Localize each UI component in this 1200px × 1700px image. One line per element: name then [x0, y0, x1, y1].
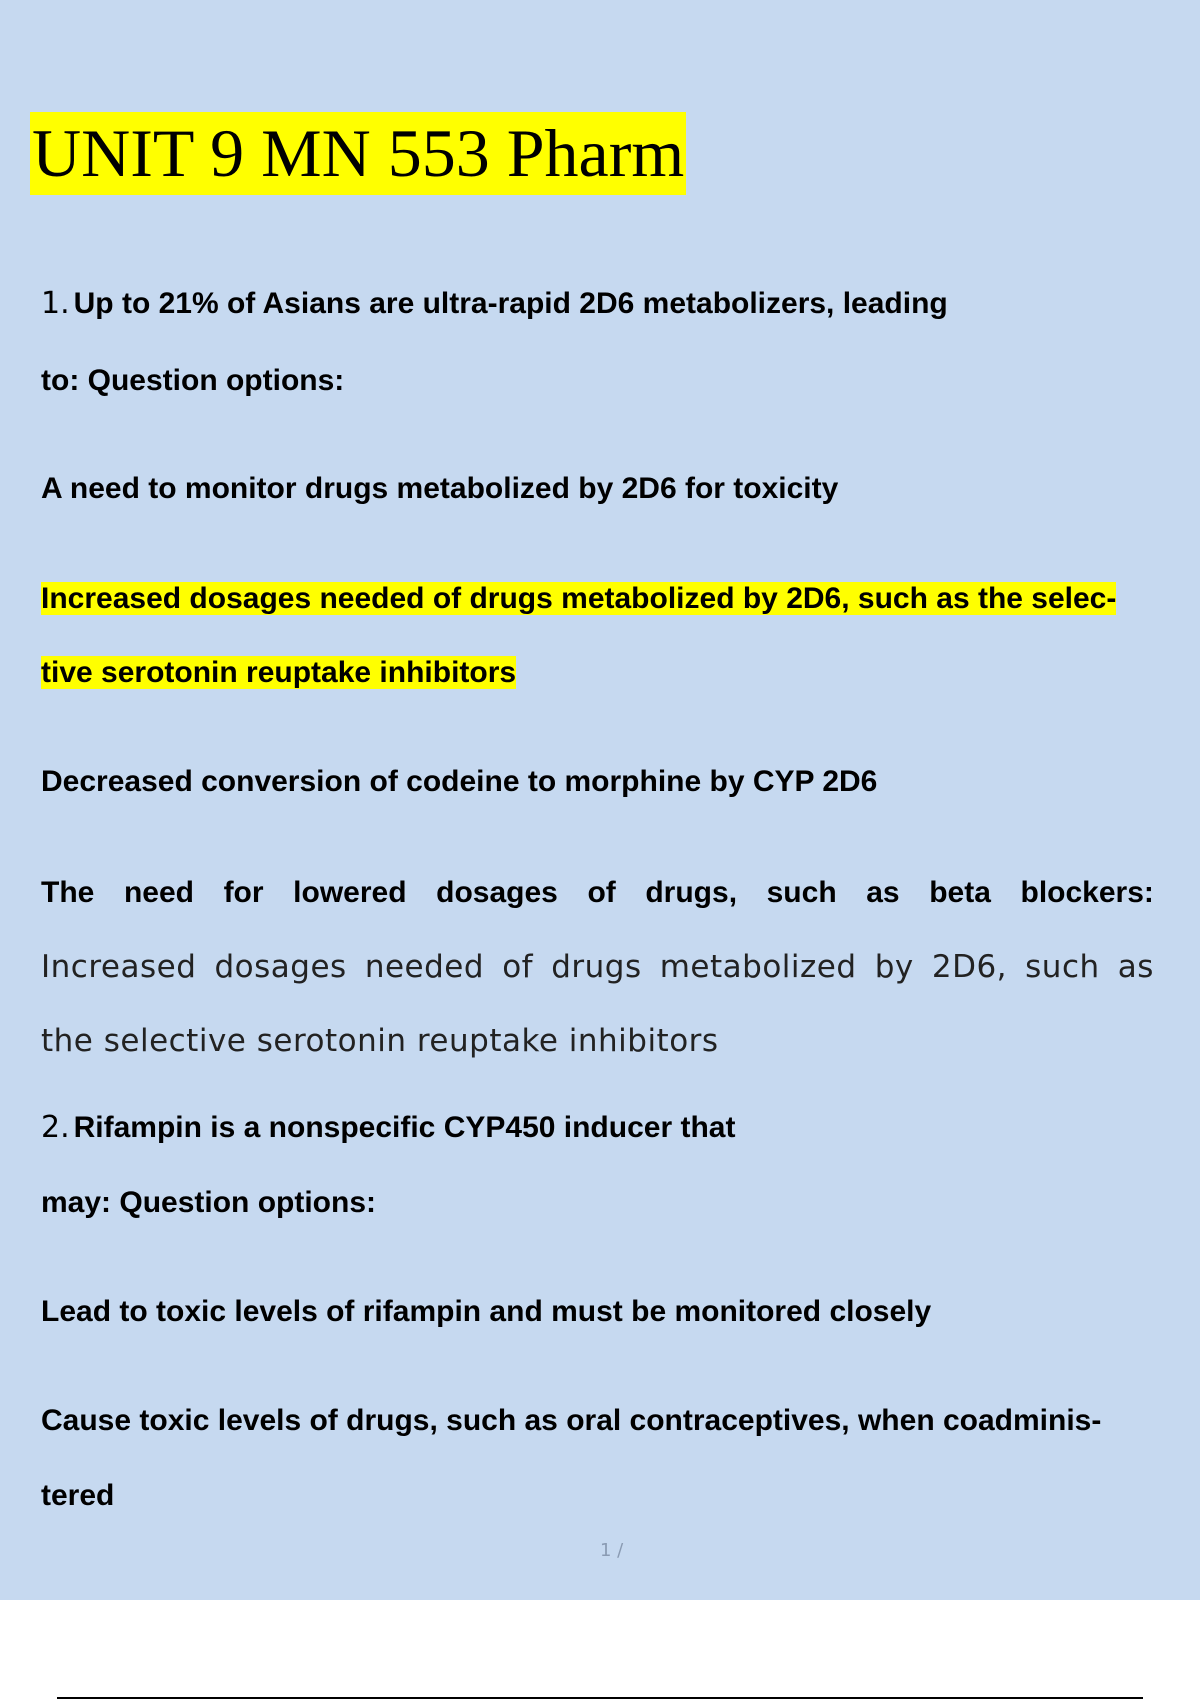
question-1-answer-line1: [41, 948, 1154, 986]
word: need: [123, 876, 194, 909]
question-2-number: 2.: [41, 1110, 70, 1145]
question-2-option-b-line1: Cause toxic levels of drugs, such as oral contraceptives, when coadminis-: [41, 1404, 1102, 1437]
question-1-stem-line1: [41, 285, 948, 323]
word: such: [1025, 949, 1100, 985]
question-2-stem-line1: [41, 1109, 735, 1147]
question-1-option-c: Decreased conversion of codeine to morphine by CYP 2D6: [41, 765, 878, 798]
word: The: [41, 876, 95, 909]
question-1-answer-line2: the selective serotonin reuptake inhibitors: [41, 1023, 719, 1059]
highlighted-answer-text: Increased dosages needed of drugs metabolized by 2D6, such as the selec-: [41, 582, 1117, 615]
question-1-number: 1.: [41, 286, 70, 321]
word: drugs,: [645, 876, 738, 909]
question-2-stem-line2: may: Question options:: [41, 1186, 377, 1219]
word: drugs: [551, 949, 642, 985]
question-1-stem-line2: to: Question options:: [41, 364, 345, 397]
word: as: [866, 876, 900, 909]
word: for: [223, 876, 264, 909]
question-1-option-a: A need to monitor drugs metabolized by 2D6 for toxicity: [41, 472, 839, 505]
word: lowered: [293, 876, 407, 909]
question-2-option-a: Lead to toxic levels of rifampin and must be monitored closely: [41, 1295, 932, 1328]
page-number: 1 /: [600, 1540, 624, 1561]
question-1-option-d: [41, 874, 1154, 912]
word: by: [874, 949, 914, 985]
question-1-option-b-line2: [41, 654, 516, 692]
highlighted-answer-text: tive serotonin reuptake inhibitors: [41, 656, 517, 689]
word: metabolized: [659, 949, 857, 985]
document-title: UNIT 9 MN 553 Pharm: [30, 112, 686, 195]
footer-divider: [57, 1697, 1143, 1699]
question-1-option-b-line1: [41, 580, 1116, 618]
word: beta: [929, 876, 991, 909]
word: needed: [364, 949, 485, 985]
word: 2D6,: [931, 949, 1008, 985]
question-2-stem-text: Rifampin is a nonspecific CYP450 inducer that: [73, 1111, 736, 1144]
word: dosages: [214, 949, 347, 985]
word: Increased: [41, 949, 197, 985]
word: of: [587, 876, 616, 909]
word: of: [502, 949, 534, 985]
word: as: [1117, 949, 1154, 985]
word: such: [766, 876, 837, 909]
word: dosages: [436, 876, 558, 909]
question-1-stem-text: Up to 21% of Asians are ultra-rapid 2D6 metabolizers, leading: [73, 287, 948, 320]
question-2-option-b-line2: tered: [41, 1479, 115, 1512]
word: blockers:: [1020, 876, 1154, 909]
